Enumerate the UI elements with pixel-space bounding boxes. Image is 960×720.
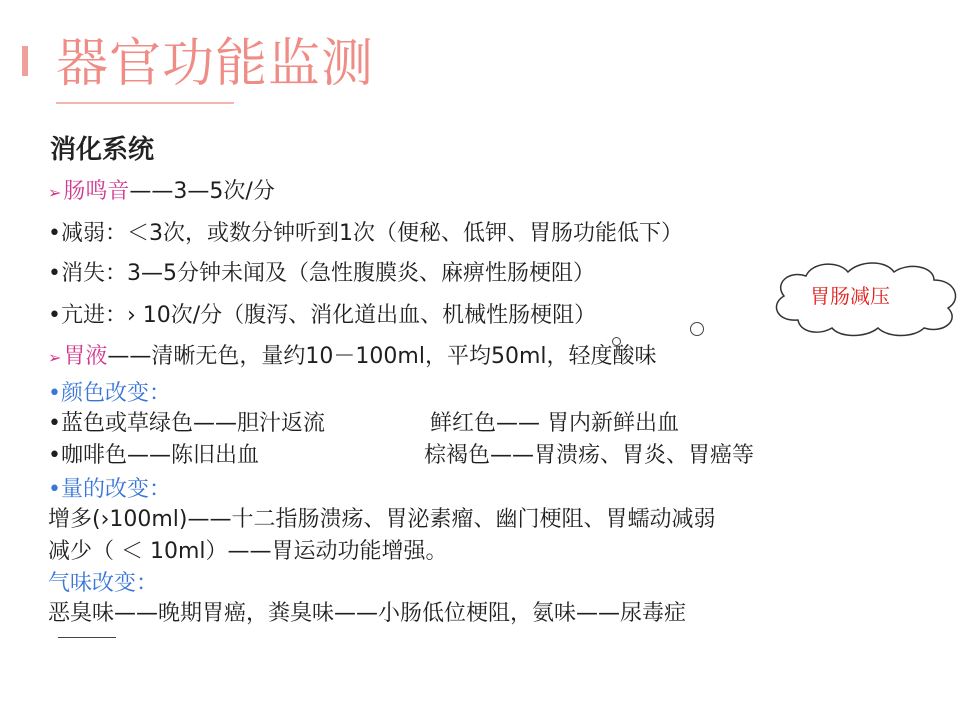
blue-green-line: •蓝色或草绿色——胆汁返流 [48,411,325,436]
absent-line: •消失：3—5分钟未闻及（急性腹膜炎、麻痹性肠梗阻） [48,261,595,286]
arrow-bullet-icon: ➢ [48,183,62,202]
section-heading: 消化系统 [50,135,155,165]
title-accent-bar [22,46,28,76]
gastric-juice-line [48,341,657,374]
thought-bubble-small [612,337,621,346]
slide-title: 器官功能监测 [56,34,375,94]
increase-line: 增多(›100ml)——十二指肠溃疡、胃泌素瘤、幽门梗阻、胃蠕动减弱 [48,507,716,532]
odor-change-heading: 气味改变： [48,571,159,596]
bottom-rule [58,637,116,638]
arrow-bullet-icon: ➢ [48,348,62,367]
decreased-line: •减弱：＜3次，或数分钟听到1次（便秘、低钾、胃肠功能低下） [48,221,683,246]
brown-line: 棕褐色——胃溃疡、胃炎、胃癌等 [424,443,755,468]
gastric-juice-value: ——清晰无色，量约10－100ml，平均50ml，轻度酸味 [107,344,657,369]
bowel-sounds-line [48,176,275,209]
callout-label: 胃肠减压 [810,284,890,308]
color-change-heading: •颜色改变： [48,381,171,406]
gastric-juice-label: 胃液 [63,344,108,369]
volume-change-heading: •量的改变： [48,477,171,502]
bright-red-line: 鲜红色—— 胃内新鲜出血 [430,411,679,436]
odor-line: 恶臭味——晚期胃癌，粪臭味——小肠低位梗阻，氨味——尿毒症 [48,601,687,626]
hyperactive-line: •亢进：› 10次/分（腹泻、消化道出血、机械性肠梗阻） [48,303,597,328]
bowel-sounds-label: 肠鸣音 [63,179,130,204]
decrease-line: 减少（ ＜ 10ml）——胃运动功能增强。 [48,539,448,564]
thought-bubble-large [690,322,704,336]
title-underline [56,102,234,104]
coffee-line: •咖啡色——陈旧出血 [48,443,259,468]
bowel-sounds-value: ——3—5次/分 [129,179,275,204]
